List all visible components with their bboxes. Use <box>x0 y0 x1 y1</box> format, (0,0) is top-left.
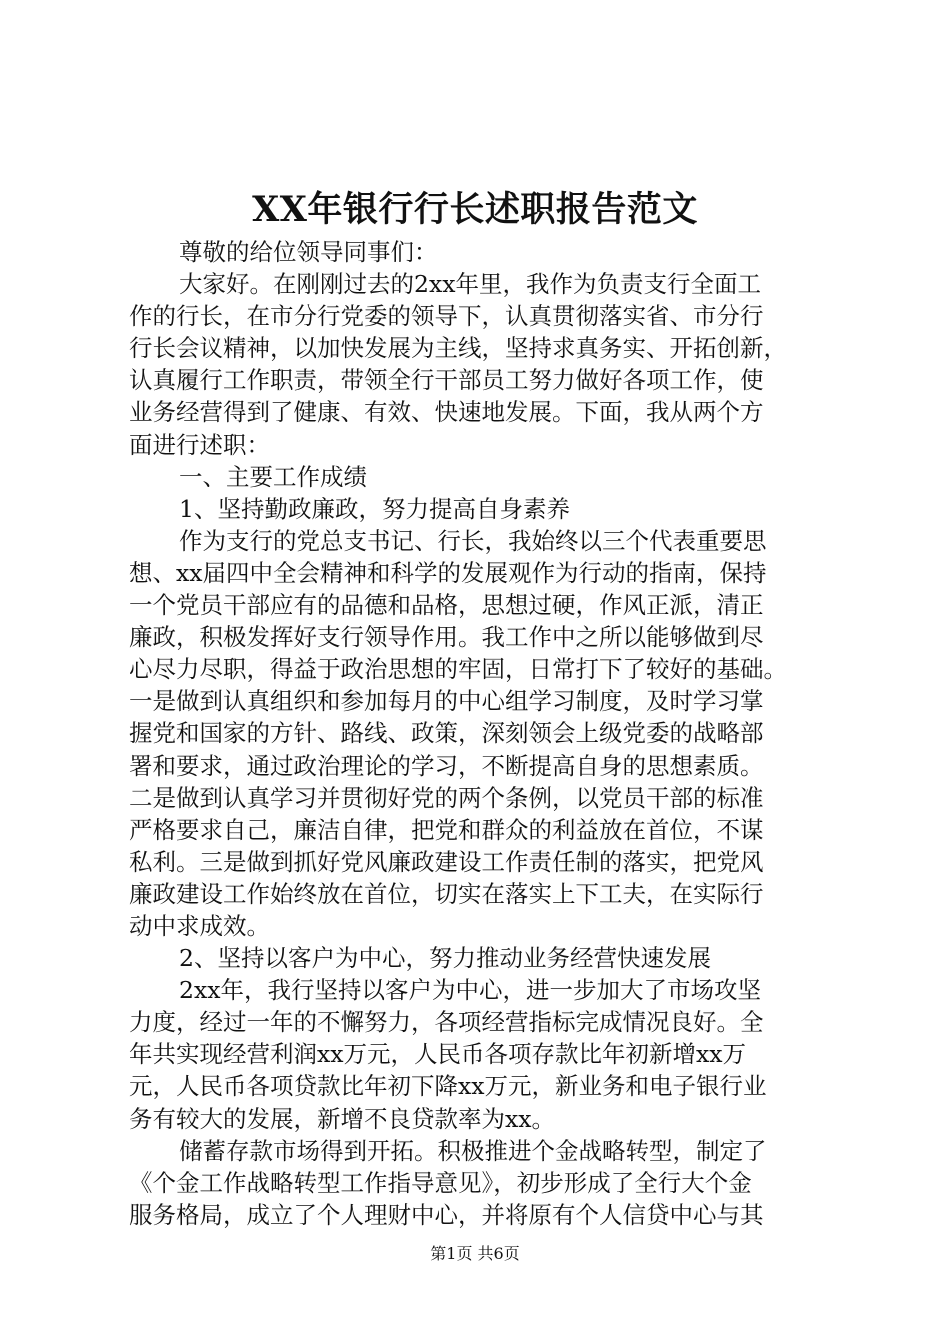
body-line: 署和要求，通过政治理论的学习，不断提高自身的思想素质。 <box>129 751 764 780</box>
body-line: 储蓄存款市场得到开拓。积极推进个金战略转型，制定了 <box>179 1136 767 1165</box>
body-line: 认真履行工作职责，带领全行干部员工努力做好各项工作，使 <box>129 366 764 395</box>
body-line: 一、主要工作成绩 <box>179 462 367 491</box>
body-line: 2、坚持以客户为中心，努力推动业务经营快速发展 <box>179 944 711 973</box>
body-line: 面进行述职： <box>129 430 270 459</box>
body-line: 行长会议精神，以加快发展为主线，坚持求真务实、开拓创新， <box>129 334 787 363</box>
body-line: 力度，经过一年的不懈努力，各项经营指标完成情况良好。全 <box>129 1008 764 1037</box>
body-line: 私利。三是做到抓好党风廉政建设工作责任制的落实，把党风 <box>129 847 764 876</box>
body-line: 务有较大的发展，新增不良贷款率为xx。 <box>129 1104 556 1133</box>
body-line: 《个金工作战略转型工作指导意见》，初步形成了全行大个金 <box>129 1168 752 1197</box>
body-line: 业务经营得到了健康、有效、快速地发展。下面，我从两个方 <box>129 398 764 427</box>
body-line: 作为支行的党总支书记、行长，我始终以三个代表重要思 <box>179 526 767 555</box>
body-line: 一是做到认真组织和参加每月的中心组学习制度，及时学习掌 <box>129 687 764 716</box>
body-line: 服务格局，成立了个人理财中心，并将原有个人信贷中心与其 <box>129 1200 764 1229</box>
body-line: 2xx年，我行坚持以客户为中心，进一步加大了市场攻坚 <box>179 976 761 1005</box>
body-line: 一个党员干部应有的品德和品格，思想过硬，作风正派，清正 <box>129 591 764 620</box>
document-body <box>129 236 849 1231</box>
body-line: 1、坚持勤政廉政，努力提高自身素养 <box>179 494 570 523</box>
body-line: 想、xx届四中全会精神和科学的发展观作为行动的指南，保持 <box>129 558 767 587</box>
body-line: 年共实现经营利润xx万元，人民币各项存款比年初新增xx万 <box>129 1040 747 1069</box>
body-line: 元，人民币各项贷款比年初下降xx万元，新业务和电子银行业 <box>129 1072 767 1101</box>
body-line: 二是做到认真学习并贯彻好党的两个条例，以党员干部的标准 <box>129 783 764 812</box>
document-title: XX年银行行长述职报告范文 <box>252 189 698 230</box>
body-line: 严格要求自己，廉洁自律，把党和群众的利益放在首位，不谋 <box>129 815 764 844</box>
body-line: 握党和国家的方针、路线、政策，深刻领会上级党委的战略部 <box>129 719 764 748</box>
body-line: 尊敬的给位领导同事们： <box>179 238 438 266</box>
body-line: 大家好。在刚刚过去的2xx年里，我作为负责支行全面工 <box>179 270 761 299</box>
body-line: 作的行长，在市分行党委的领导下，认真贯彻落实省、市分行 <box>129 302 764 331</box>
body-line: 廉政建设工作始终放在首位，切实在落实上下工夫，在实际行 <box>129 879 764 908</box>
body-line: 廉政，积极发挥好支行领导作用。我工作中之所以能够做到尽 <box>129 623 764 652</box>
body-line: 动中求成效。 <box>129 911 270 940</box>
body-line: 心尽力尽职，得益于政治思想的牢固，日常打下了较好的基础。 <box>129 655 787 684</box>
page-footer: 第1页 共6页 <box>430 1244 520 1263</box>
